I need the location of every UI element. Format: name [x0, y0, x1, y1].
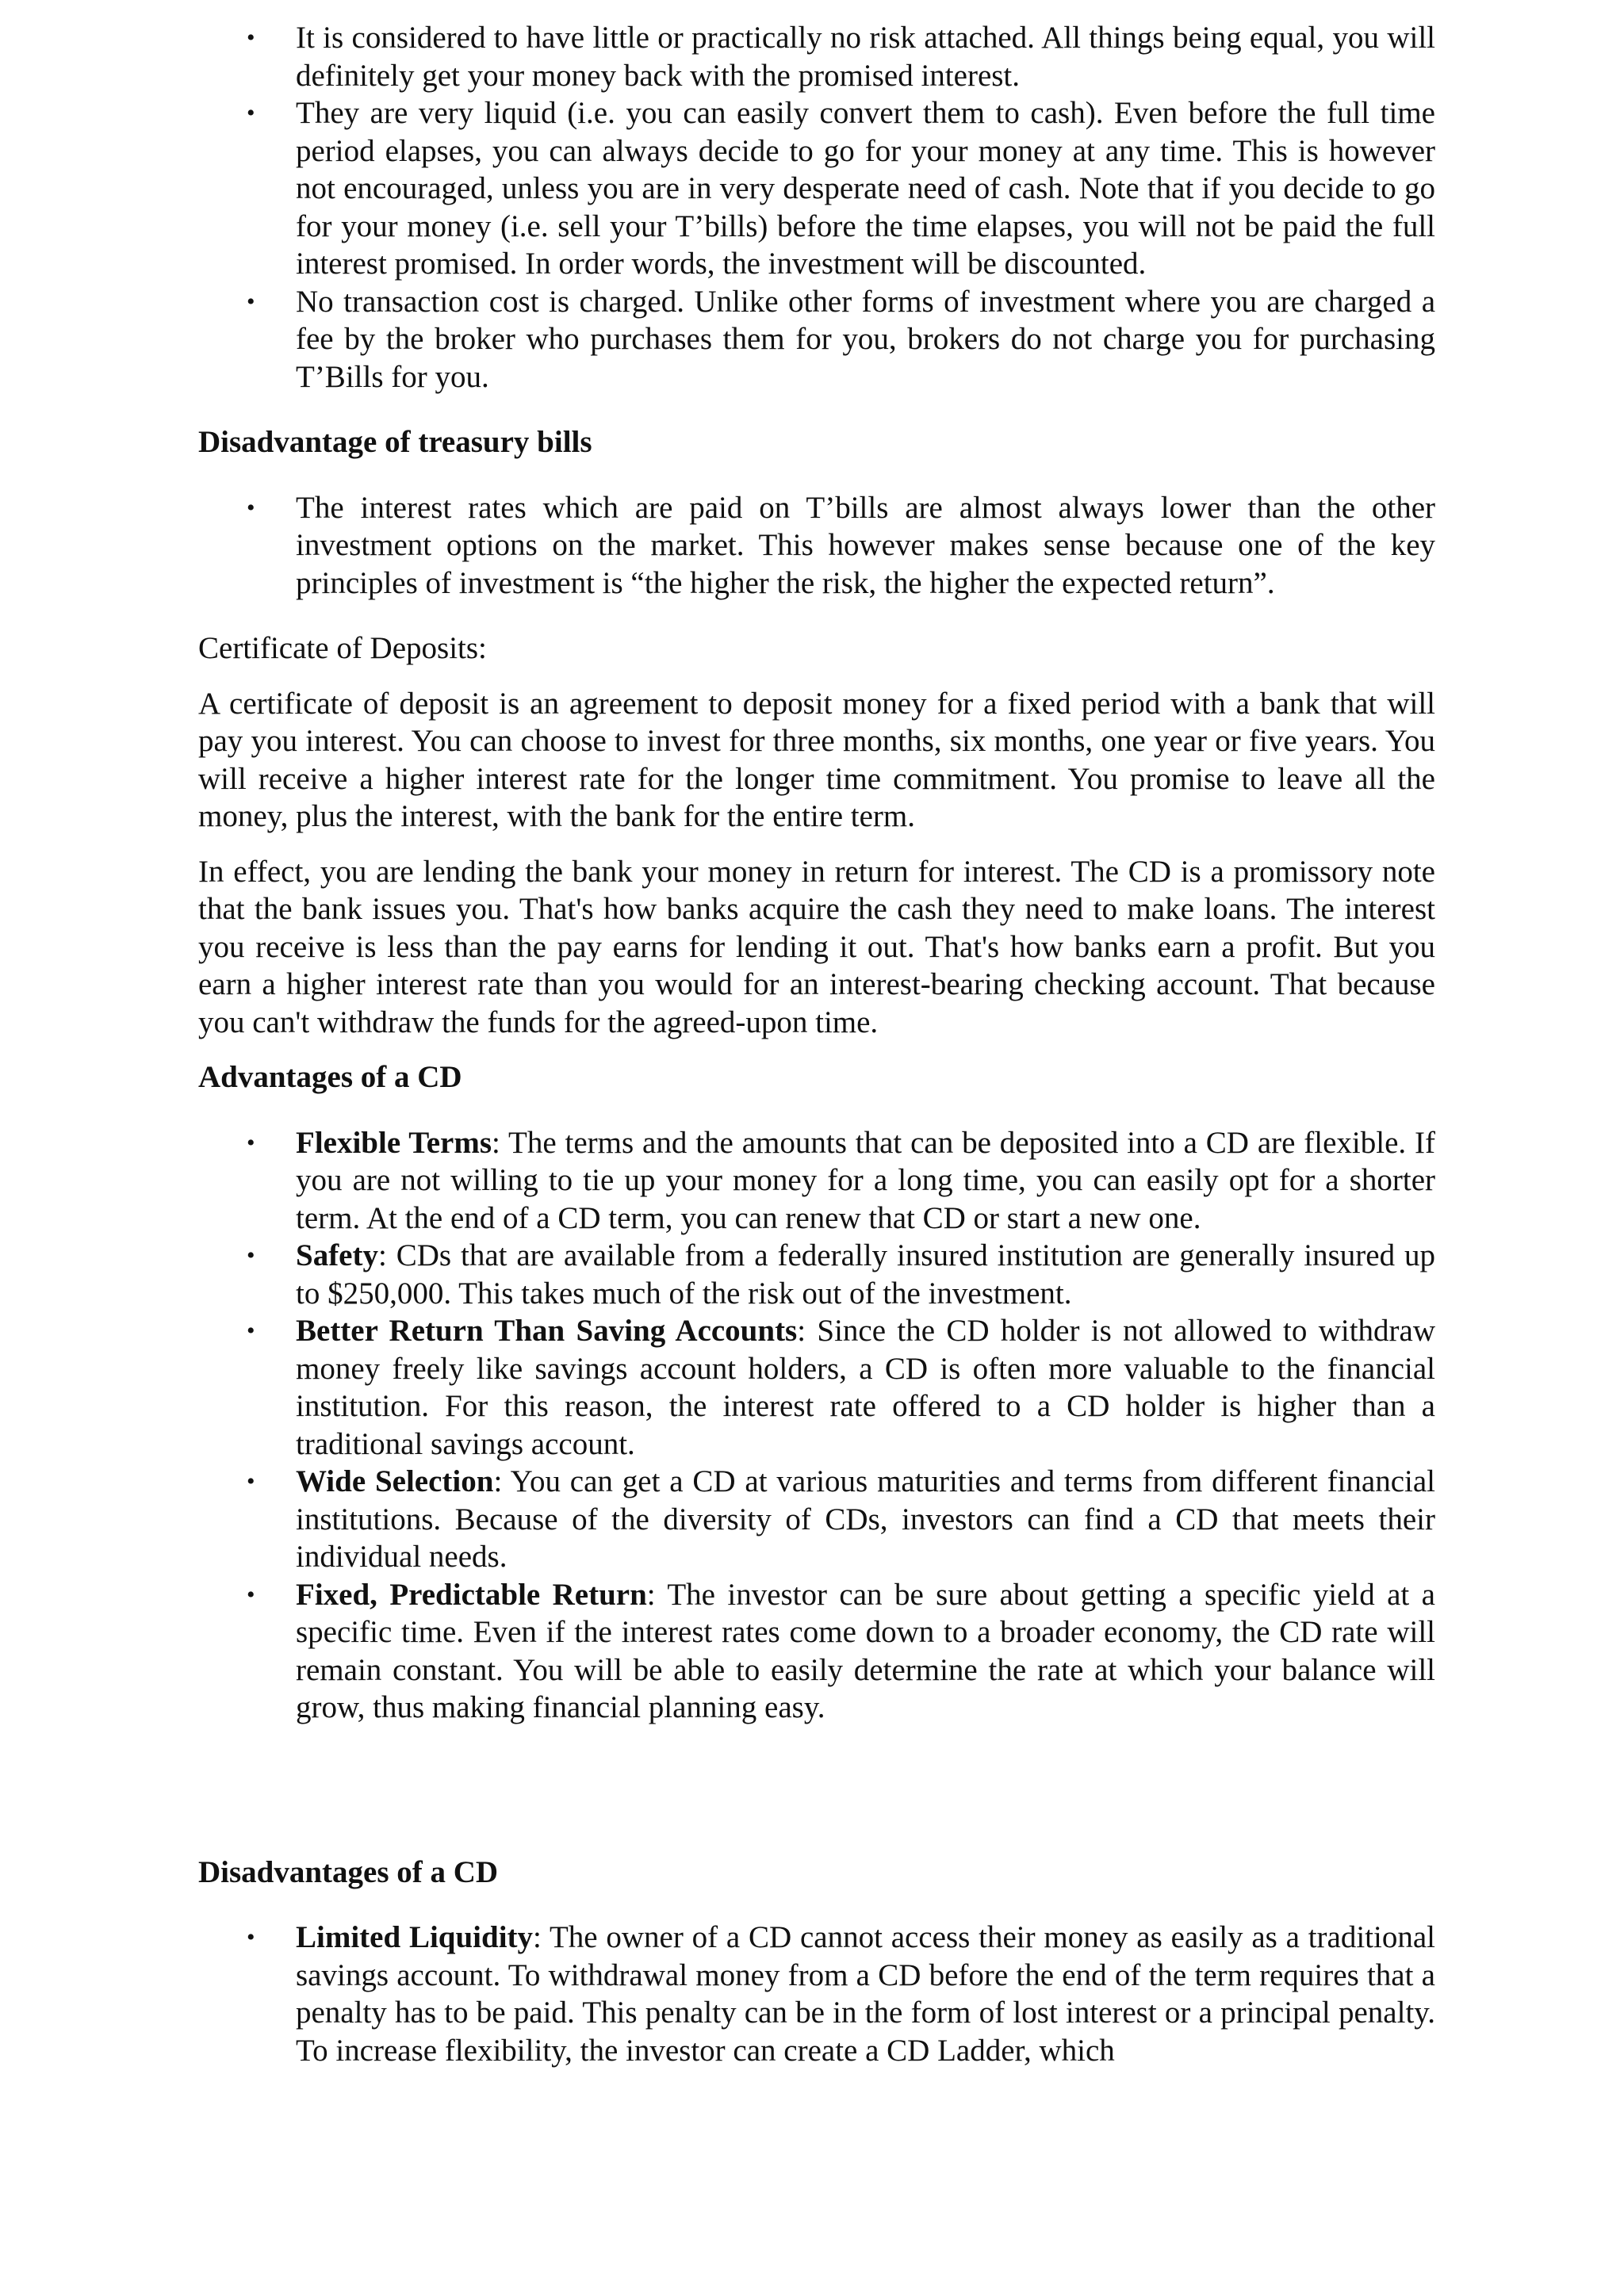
- list-item: [198, 1919, 1435, 2069]
- section-heading-tbill-disadvantage: Disadvantage of treasury bills: [198, 425, 592, 459]
- term-description: : The terms and the amounts that can be deposited into a CD are flexible. If you are not willing to tie up your money for a long time, you can easily opt for a shorter term. At the end of a CD term, you can renew that CD or start a new one.: [296, 1125, 1436, 1235]
- section-heading-certificate: Certificate of Deposits:: [198, 631, 487, 665]
- term-description: : The owner of a CD cannot access their money as easily as a traditional savings account. To withdrawal money from a CD before the end of the term requires that a penalty has to be paid. This penalty can be in the form of lost interest or a principal penalty. To increase flexibility, the investor can create a CD Ladder, which: [296, 1920, 1436, 2068]
- section-heading-cd-disadvantages: Disadvantages of a CD: [198, 1854, 499, 1889]
- term-description: : The investor can be sure about getting a specific yield at a specific time. Even if the interest rates come down to a broader economy, the CD rate will remain constant. You will be able to easily determine the rate at which your balance will grow, thus making financial planning easy.: [296, 1577, 1435, 1724]
- term-label: Wide Selection: [296, 1464, 494, 1498]
- document-content: [198, 19, 1435, 2069]
- list-item: • They are very liquid (i.e. you can easily convert them to cash). Even before the full time period elapses, you can always decide to go for your money at any time. This is however not encouraged, unless you are in very desperate need of cash. Note that if you decide to go for your money (i.e. sell your T’bills) before the time elapses, you will not be paid the full interest promised. In order words, the investment will be discounted.: [198, 94, 1435, 283]
- list-item: • It is considered to have little or practically no risk attached. All things being equal, you will definitely get your money back with the promised interest.: [198, 19, 1435, 94]
- cd-advantages-list: [198, 1124, 1435, 1727]
- list-item: [198, 1124, 1435, 1238]
- term-label: Better Return Than Saving Accounts: [296, 1314, 798, 1348]
- list-item: [198, 1312, 1435, 1463]
- term-description: : You can get a CD at various maturities and terms from different financial institutions. Because of the diversity of CDs, investors can find a CD that meets their individual needs.: [296, 1464, 1435, 1574]
- section-heading-cd-advantages: Advantages of a CD: [198, 1060, 462, 1094]
- list-item: [198, 1463, 1435, 1576]
- list-item: [198, 1237, 1435, 1312]
- cd-disadvantages-list: [198, 1919, 1435, 2069]
- tbill-disadvantage-list: [198, 489, 1435, 603]
- list-item: • The interest rates which are paid on T’bills are almost always lower than the other investment options on the market. This however makes sense because one of the key principles of investment is “the higher the risk, the higher the expected return”.: [198, 489, 1435, 603]
- paragraph: A certificate of deposit is an agreement to deposit money for a fixed period with a bank that will pay you interest. You can choose to invest for three months, six months, one year or five years. You will receive a higher interest rate for the longer time commitment. You promise to leave all the money, plus the interest, with the bank for the entire term.: [198, 686, 1435, 833]
- tbill-advantages-list: [198, 19, 1435, 396]
- term-label: Limited Liquidity: [296, 1920, 534, 1954]
- list-item: [198, 1576, 1435, 1727]
- term-description: : CDs that are available from a federally insured institution are generally insured up to $250,000. This takes much of the risk out of the investment.: [296, 1238, 1435, 1311]
- term-label: Fixed, Predictable Return: [296, 1577, 647, 1612]
- term-label: Safety: [296, 1238, 378, 1272]
- term-label: Flexible Terms: [296, 1125, 492, 1160]
- paragraph: In effect, you are lending the bank your money in return for interest. The CD is a promissory note that the bank issues you. That's how banks acquire the cash they need to make loans. The interest you receive is less than the pay earns for lending it out. That's how banks earn a profit. But you earn a higher interest rate than you would for an interest-bearing checking account. That because you can't withdraw the funds for the agreed-upon time.: [198, 854, 1435, 1039]
- list-item: • No transaction cost is charged. Unlike other forms of investment where you are charged a fee by the broker who purchases them for you, brokers do not charge you for purchasing T’Bills for you.: [198, 283, 1435, 396]
- term-description: : Since the CD holder is not allowed to withdraw money freely like savings account holders, a CD is often more valuable to the financial institution. For this reason, the interest rate offered to a CD holder is higher than a traditional savings account.: [296, 1314, 1435, 1461]
